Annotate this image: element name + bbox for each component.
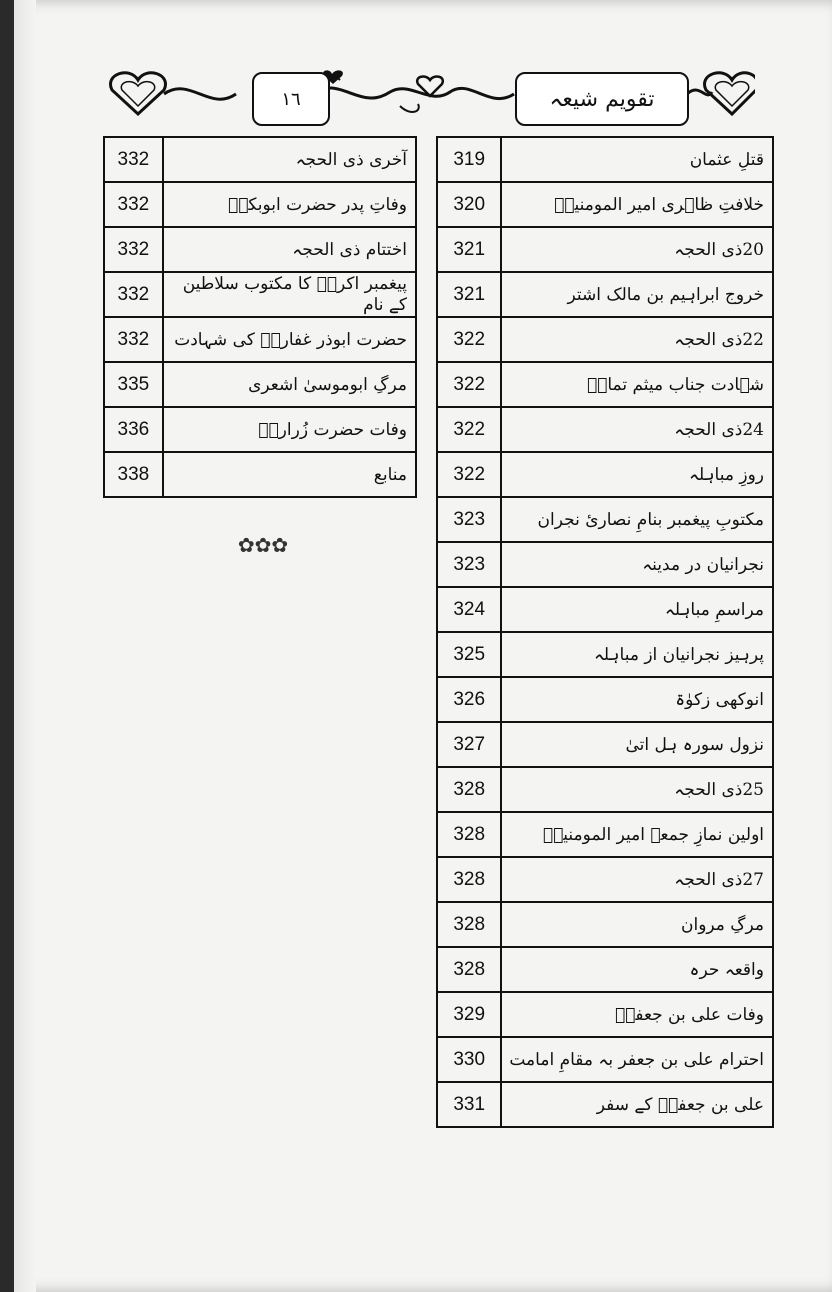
contents-row bbox=[437, 632, 773, 677]
contents-page-number: 320 bbox=[437, 182, 501, 227]
book-page bbox=[14, 0, 832, 1292]
contents-page-number: 332 bbox=[104, 227, 163, 272]
contents-row bbox=[437, 992, 773, 1037]
flower-ornament: ✿✿✿ bbox=[237, 533, 289, 557]
contents-row bbox=[437, 677, 773, 722]
contents-row bbox=[437, 227, 773, 272]
contents-row bbox=[437, 497, 773, 542]
contents-page-number: 328 bbox=[437, 812, 501, 857]
page-binding-shadow bbox=[14, 0, 36, 1292]
contents-page-number: 323 bbox=[437, 542, 501, 587]
contents-row bbox=[437, 902, 773, 947]
contents-title: قتلِ عثمان bbox=[501, 137, 773, 182]
section-end-ornament bbox=[218, 532, 308, 558]
contents-row bbox=[437, 362, 773, 407]
contents-page-number: 319 bbox=[437, 137, 501, 182]
contents-row bbox=[437, 137, 773, 182]
contents-page-number: 332 bbox=[104, 317, 163, 362]
page-number bbox=[252, 72, 330, 126]
contents-title: انوکھی زکوٰۃ bbox=[501, 677, 773, 722]
contents-page-number: 332 bbox=[104, 137, 163, 182]
contents-title: حضرت ابوذر غفاریؓ کی شہادت bbox=[163, 317, 416, 362]
contents-page-number: 328 bbox=[437, 767, 501, 812]
contents-title: شہادت جناب میثم تمارؒ bbox=[501, 362, 773, 407]
contents-row bbox=[104, 272, 416, 317]
contents-row bbox=[104, 317, 416, 362]
contents-row bbox=[437, 272, 773, 317]
contents-row bbox=[437, 587, 773, 632]
contents-title: آخری ذی الحجہ bbox=[163, 137, 416, 182]
contents-page-number: 332 bbox=[104, 182, 163, 227]
contents-row bbox=[104, 407, 416, 452]
contents-title: مرگِ ابوموسیٰ اشعری bbox=[163, 362, 416, 407]
contents-title: 20ذی الحجہ bbox=[501, 227, 773, 272]
contents-page-number: 331 bbox=[437, 1082, 501, 1127]
contents-row bbox=[437, 947, 773, 992]
contents-title: مکتوبِ پیغمبر بنامِ نصارئ نجران bbox=[501, 497, 773, 542]
contents-page-number: 322 bbox=[437, 317, 501, 362]
contents-page-number: 325 bbox=[437, 632, 501, 677]
contents-page-number: 322 bbox=[437, 452, 501, 497]
contents-row bbox=[437, 812, 773, 857]
contents-page-number: 321 bbox=[437, 272, 501, 317]
contents-title: واقعہ حرہ bbox=[501, 947, 773, 992]
contents-page-number: 322 bbox=[437, 407, 501, 452]
contents-page-number: 328 bbox=[437, 857, 501, 902]
contents-row bbox=[437, 857, 773, 902]
contents-row bbox=[437, 767, 773, 812]
contents-title: منابع bbox=[163, 452, 416, 497]
contents-title: خلافتِ ظاہری امیر المومنینؑ bbox=[501, 182, 773, 227]
contents-page-number: 330 bbox=[437, 1037, 501, 1082]
contents-page-number: 321 bbox=[437, 227, 501, 272]
contents-row bbox=[437, 542, 773, 587]
contents-title: احترام علی بن جعفر بہ مقامِ امامت bbox=[501, 1037, 773, 1082]
contents-title: علی بن جعفرؒ کے سفر bbox=[501, 1082, 773, 1127]
page-number-text: ١٦ bbox=[281, 88, 301, 110]
contents-row bbox=[437, 1037, 773, 1082]
contents-title: وفات علی بن جعفرؒ bbox=[501, 992, 773, 1037]
contents-row bbox=[104, 137, 416, 182]
contents-page-number: 335 bbox=[104, 362, 163, 407]
contents-title: مراسمِ مباہلہ bbox=[501, 587, 773, 632]
contents-row bbox=[104, 452, 416, 497]
contents-page-number: 328 bbox=[437, 902, 501, 947]
contents-title: پیغمبر اکرمؐ کا مکتوب سلاطین کے نام bbox=[163, 272, 416, 317]
contents-page-number: 323 bbox=[437, 497, 501, 542]
contents-page-number: 336 bbox=[104, 407, 163, 452]
contents-page-number: 328 bbox=[437, 947, 501, 992]
contents-row bbox=[437, 452, 773, 497]
contents-title: خروج ابراہیم بن مالک اشتر bbox=[501, 272, 773, 317]
contents-title: 27ذی الحجہ bbox=[501, 857, 773, 902]
contents-page-number: 326 bbox=[437, 677, 501, 722]
contents-table-left bbox=[103, 136, 417, 498]
contents-page-number: 338 bbox=[104, 452, 163, 497]
contents-row bbox=[437, 182, 773, 227]
contents-row bbox=[437, 1082, 773, 1127]
contents-title: 24ذی الحجہ bbox=[501, 407, 773, 452]
contents-table-right bbox=[436, 136, 774, 1128]
contents-row bbox=[437, 722, 773, 767]
contents-page-number: 329 bbox=[437, 992, 501, 1037]
contents-title: 22ذی الحجہ bbox=[501, 317, 773, 362]
contents-page-number: 327 bbox=[437, 722, 501, 767]
contents-page-number: 332 bbox=[104, 272, 163, 317]
contents-title: مرگِ مروان bbox=[501, 902, 773, 947]
contents-row bbox=[437, 407, 773, 452]
contents-title: نزول سورہ ہل اتیٰ bbox=[501, 722, 773, 767]
contents-title: وفات حضرت زُرارہؒ bbox=[163, 407, 416, 452]
contents-title: اولین نمازِ جمعہ امیر المومنینؑ bbox=[501, 812, 773, 857]
contents-title: اختتام ذی الحجہ bbox=[163, 227, 416, 272]
contents-row bbox=[104, 362, 416, 407]
running-title-text: تقویم شیعہ bbox=[549, 86, 655, 112]
contents-row bbox=[437, 317, 773, 362]
contents-title: پرہیز نجرانیان از مباہلہ bbox=[501, 632, 773, 677]
contents-title: وفاتِ پدر حضرت ابوبکرؓ bbox=[163, 182, 416, 227]
contents-page-number: 324 bbox=[437, 587, 501, 632]
page-header bbox=[100, 62, 755, 128]
contents-title: 25ذی الحجہ bbox=[501, 767, 773, 812]
contents-page-number: 322 bbox=[437, 362, 501, 407]
running-title bbox=[515, 72, 689, 126]
contents-row bbox=[104, 227, 416, 272]
contents-title: روزِ مباہلہ bbox=[501, 452, 773, 497]
contents-title: نجرانیان در مدینہ bbox=[501, 542, 773, 587]
contents-row bbox=[104, 182, 416, 227]
